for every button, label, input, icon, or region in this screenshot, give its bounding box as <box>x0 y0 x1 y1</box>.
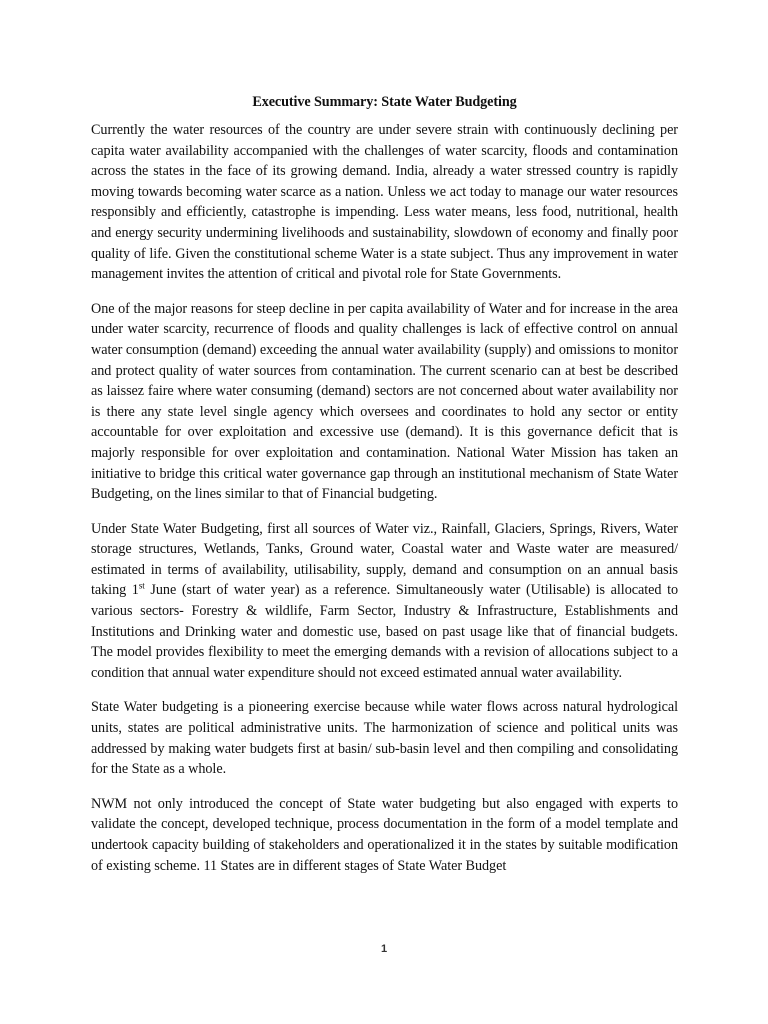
document-title: Executive Summary: State Water Budgeting <box>252 94 517 110</box>
page-number: 1 <box>380 943 388 955</box>
ordinal-superscript: st <box>138 580 145 591</box>
paragraph-3-text-end: June (start of water year) as a reference. Simultaneously water (Utilisable) is allocated to various sectors- Forestry & wildlife, Farm Sector, Industry & Infrastructure, Establishments and Institutions and Drinking water and domestic use, based on past usage like that of financial budgets. The model provides flexibility to meet the emerging demands with a revision of allocations subject to a condition that annual water expenditure should not exceed estimated annual water availability. <box>91 582 679 681</box>
document-body <box>91 93 678 890</box>
paragraph-4: State Water budgeting is a pioneering exercise because while water flows across natural hydrological units, states are political administrative units. The harmonization of science and political units was addressed by making water budgets first at basin/ sub-basin level and then compiling and consolidating for the State as a whole. <box>91 699 678 778</box>
paragraph-3 <box>91 519 678 684</box>
paragraph-2: One of the major reasons for steep decline in per capita availability of Water and for increase in the area under water scarcity, recurrence of floods and quality challenges is lack of effective control on annual water consumption (demand) exceeding the annual water availability (supply) and omissions to monitor and protect quality of water sources from contamination. The current scenario can at best be described as laissez faire where water consuming (demand) sectors are not concerned about water availability nor is there any state level single agency which oversees and coordinates to hold any sector or entity accountable for over exploitation and excessive use (demand). It is this governance deficit that is majorly responsible for over exploitation and contamination. National Water Mission has taken an initiative to bridge this critical water governance gap through an institutional mechanism of State Water Budgeting, on the lines similar to that of Financial budgeting. <box>91 300 678 503</box>
paragraph-1: Currently the water resources of the country are under severe strain with continuously declining per capita water availability accompanied with the challenges of water scarcity, floods and contamination across the states in the face of its growing demand. India, already a water stressed country is rapidly moving towards becoming water scarce as a nation. Unless we act today to manage our water resources responsibly and efficiently, catastrophe is impending. Less water means, less food, nutritional, health and energy security undermining livelihoods and sustainability, slowdown of economy and finally poor quality of life. Given the constitutional scheme Water is a state subject. Thus any improvement in water management invites the attention of critical and pivotal role for State Governments. <box>91 122 678 283</box>
paragraph-5: NWM not only introduced the concept of State water budgeting but also engaged with experts to validate the concept, developed technique, process documentation in the form of a model template and undertook capacity building of stakeholders and operationalized it in the states by suitable modification of existing scheme. 11 States are in different stages of State Water Budget <box>91 795 678 874</box>
paragraph-3-text-start: Under State Water Budgeting, first all sources of Water viz., Rainfall, Glaciers, Springs, Rivers, Water storage structures, Wetlands, Tanks, Ground water, Coastal water and Waste water are measured/ estimated in terms of availability, utilisability, supply, demand and consumption on an annual basis taking 1 <box>91 520 678 599</box>
